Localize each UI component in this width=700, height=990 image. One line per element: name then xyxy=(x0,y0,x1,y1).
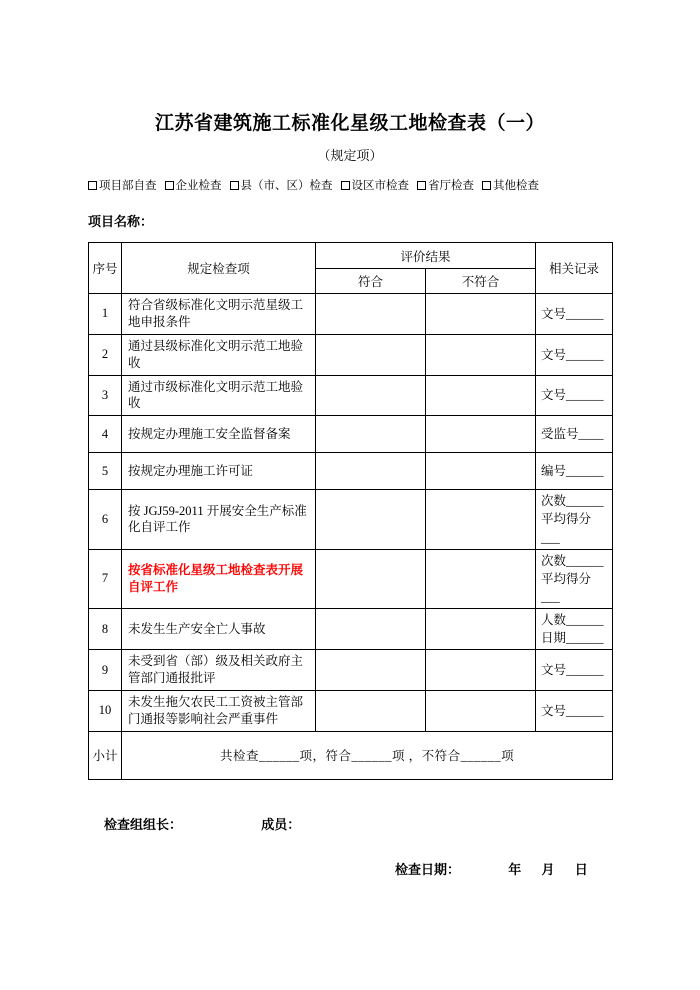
records-cell xyxy=(536,549,613,608)
inspection-team-leader-label: 检查组组长： xyxy=(104,816,183,832)
checkbox-label: 设区市检查 xyxy=(351,180,409,192)
checkbox-icon xyxy=(230,181,239,190)
month-label: 月 xyxy=(541,861,555,877)
record-line: 文号______ xyxy=(541,347,604,362)
item-cell: 按规定办理施工安全监督备案 xyxy=(122,416,316,453)
record-line: 次数______ xyxy=(541,494,604,509)
item-cell: 通过市级标准化文明示范工地验收 xyxy=(122,375,316,416)
footer-signature-line xyxy=(88,814,612,833)
record-line: 编号______ xyxy=(541,464,604,479)
conform-cell[interactable] xyxy=(316,609,426,650)
checkbox-other-check[interactable] xyxy=(482,177,539,193)
footer-date-line xyxy=(88,859,612,878)
checkbox-district-city-check[interactable] xyxy=(341,177,410,193)
year-label: 年 xyxy=(508,861,522,877)
seq-cell: 3 xyxy=(89,375,122,416)
records-cell xyxy=(536,294,613,335)
seq-cell: 7 xyxy=(89,549,122,608)
day-label: 日 xyxy=(574,861,588,877)
conform-cell[interactable] xyxy=(316,416,426,453)
header-seq: 序号 xyxy=(89,243,122,294)
checkbox-enterprise-check[interactable] xyxy=(165,177,222,193)
seq-cell: 5 xyxy=(89,453,122,490)
item-cell: 通过县级标准化文明示范工地验收 xyxy=(122,334,316,375)
nonconform-cell[interactable] xyxy=(426,650,536,691)
conform-cell[interactable] xyxy=(316,490,426,549)
record-line: 文号______ xyxy=(541,663,604,678)
table-row xyxy=(89,609,613,650)
header-item: 规定检查项 xyxy=(122,243,316,294)
item-cell: 未发生生产安全亡人事故 xyxy=(122,609,316,650)
page-title: 江苏省建筑施工标准化星级工地检查表（一） xyxy=(154,113,545,134)
records-cell xyxy=(536,691,613,732)
seq-cell: 6 xyxy=(89,490,122,549)
records-cell xyxy=(536,490,613,549)
item-cell-highlighted: 按省标准化星级工地检查表开展自评工作 xyxy=(122,549,316,608)
records-cell xyxy=(536,609,613,650)
nonconform-cell[interactable] xyxy=(426,453,536,490)
conform-cell[interactable] xyxy=(316,691,426,732)
table-row xyxy=(89,453,613,490)
checkbox-icon xyxy=(482,181,491,190)
records-cell xyxy=(536,416,613,453)
subtotal-text: 共检查______项，符合______项 ，不符合______项 xyxy=(122,731,613,779)
table-row xyxy=(89,416,613,453)
table-row xyxy=(89,294,613,335)
header-row-1 xyxy=(89,243,613,269)
record-line: 次数______ xyxy=(541,553,604,568)
seq-cell: 1 xyxy=(89,294,122,335)
item-cell: 符合省级标准化文明示范星级工地申报条件 xyxy=(122,294,316,335)
table-row xyxy=(89,375,613,416)
inspection-date-label: 检查日期： xyxy=(395,861,461,877)
check-type-row xyxy=(88,177,612,193)
table-row xyxy=(89,691,613,732)
seq-cell: 10 xyxy=(89,691,122,732)
conform-cell[interactable] xyxy=(316,294,426,335)
checkbox-county-check[interactable] xyxy=(230,177,333,193)
checkbox-label: 企业检查 xyxy=(175,180,222,192)
nonconform-cell[interactable] xyxy=(426,375,536,416)
header-result: 评价结果 xyxy=(316,243,536,269)
item-cell: 按规定办理施工许可证 xyxy=(122,453,316,490)
record-line: 文号______ xyxy=(541,703,604,718)
records-cell xyxy=(536,334,613,375)
nonconform-cell[interactable] xyxy=(426,609,536,650)
table-row xyxy=(89,490,613,549)
nonconform-cell[interactable] xyxy=(426,490,536,549)
table-row xyxy=(89,549,613,608)
nonconform-cell[interactable] xyxy=(426,294,536,335)
header-records: 相关记录 xyxy=(536,243,613,294)
nonconform-cell[interactable] xyxy=(426,691,536,732)
seq-cell: 2 xyxy=(89,334,122,375)
checkbox-project-self-check[interactable] xyxy=(88,177,157,193)
nonconform-cell[interactable] xyxy=(426,334,536,375)
conform-cell[interactable] xyxy=(316,549,426,608)
conform-cell[interactable] xyxy=(316,650,426,691)
record-line: 受监号____ xyxy=(541,427,604,442)
subtotal-row xyxy=(89,731,613,779)
checkbox-icon xyxy=(165,181,174,190)
inspection-table xyxy=(88,242,613,780)
records-cell xyxy=(536,650,613,691)
checkbox-label: 项目部自查 xyxy=(99,180,157,192)
checkbox-provincial-dept-check[interactable] xyxy=(417,177,474,193)
table-row xyxy=(89,334,613,375)
conform-cell[interactable] xyxy=(316,375,426,416)
item-cell: 按 JGJ59-2011 开展安全生产标准化自评工作 xyxy=(122,490,316,549)
record-line: 日期______ xyxy=(541,631,604,646)
nonconform-cell[interactable] xyxy=(426,549,536,608)
checkbox-label: 省厅检查 xyxy=(428,180,474,192)
record-line: 文号______ xyxy=(541,306,604,321)
seq-cell: 9 xyxy=(89,650,122,691)
header-conform: 符合 xyxy=(316,269,426,294)
item-cell: 未受到省（部）级及相关政府主管部门通报批评 xyxy=(122,650,316,691)
records-cell xyxy=(536,453,613,490)
record-line: 文号______ xyxy=(541,388,604,403)
checkbox-icon xyxy=(341,181,350,190)
header-nonconform: 不符合 xyxy=(426,269,536,294)
records-cell xyxy=(536,375,613,416)
nonconform-cell[interactable] xyxy=(426,416,536,453)
checkbox-label: 其他检查 xyxy=(493,180,539,192)
members-label: 成员： xyxy=(261,816,301,832)
checkbox-icon xyxy=(88,181,97,190)
seq-cell: 4 xyxy=(89,416,122,453)
conform-cell[interactable] xyxy=(316,453,426,490)
conform-cell[interactable] xyxy=(316,334,426,375)
page-subtitle: （规定项） xyxy=(317,148,383,163)
project-name-label: 项目名称： xyxy=(88,214,154,229)
record-line: 平均得分___ xyxy=(541,571,592,604)
subtotal-label: 小计 xyxy=(89,731,122,779)
checkbox-label: 县（市、区）检查 xyxy=(240,180,333,192)
record-line: 人数______ xyxy=(541,613,604,627)
seq-cell: 8 xyxy=(89,609,122,650)
checkbox-icon xyxy=(417,181,426,190)
record-line: 平均得分___ xyxy=(541,512,592,545)
item-cell: 未发生拖欠农民工工资被主管部门通报等影响社会严重事件 xyxy=(122,691,316,732)
table-row xyxy=(89,650,613,691)
